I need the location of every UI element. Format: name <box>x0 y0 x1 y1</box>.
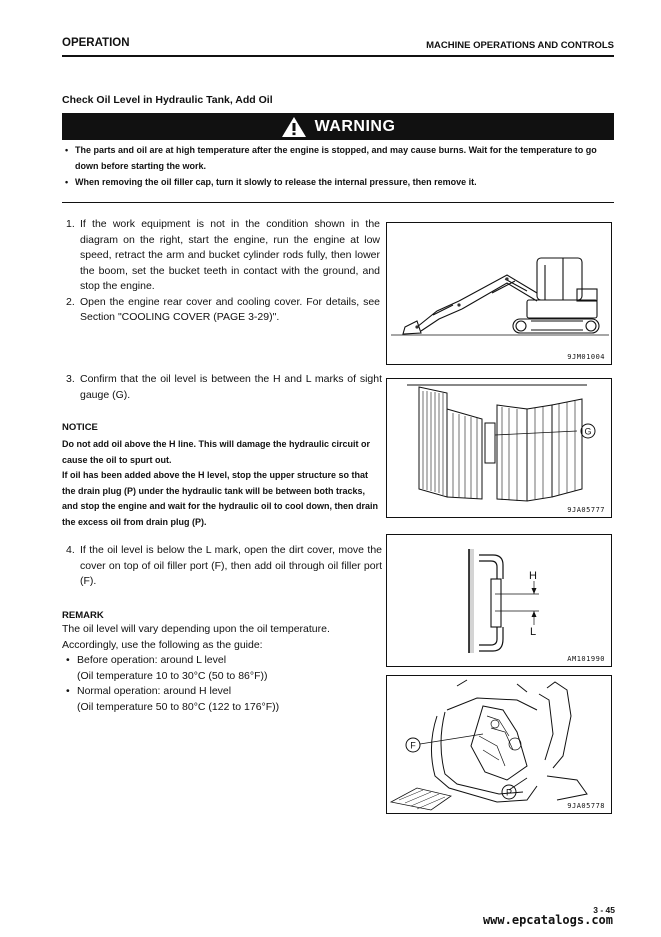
notice-paragraph: If oil has been added above the H level, stop the upper structure so that the drain plug (P) under the hydraulic tank will be between both tracks, and stop the engine and wait for the hydraulic oil to cool down, then drain the excess oil from drain plug (P). <box>62 470 379 527</box>
step-text: Confirm that the oil level is between the H and L marks of sight gauge (G). <box>80 373 382 401</box>
steps-1-2 <box>62 217 380 326</box>
remark-bullet: • Normal operation: around H level <box>62 684 392 700</box>
remark-heading: REMARK <box>62 610 104 621</box>
warning-item: • The parts and oil are at high temperature after the engine is stopped, and may cause burns. Wait for the temperature to go down before starting the work. <box>62 142 614 174</box>
step-2 <box>62 295 380 326</box>
notice-body <box>62 437 380 531</box>
notice-heading: NOTICE <box>62 422 98 433</box>
footer-watermark-link[interactable]: www.epcatalogs.com <box>482 913 613 927</box>
warning-triangle-icon <box>281 116 307 138</box>
figure-filler-port <box>386 675 612 814</box>
figure-sight-gauge <box>386 378 612 518</box>
step-text: If the work equipment is not in the condition shown in the diagram on the right, start the engine, run the engine at low speed, retract the arm and bucket cylinder rods fully, then lower the boom, set the bucket teeth in contact with the ground, and stop the engine. <box>80 218 380 292</box>
figure-code: AM101990 <box>567 655 605 663</box>
remark-line: Accordingly, use the following as the guide: <box>62 638 263 651</box>
level-gauge-illustration <box>387 535 612 667</box>
callout-label: P <box>505 787 513 798</box>
warning-banner <box>62 113 614 140</box>
step-1 <box>62 217 380 295</box>
figure-level-gauge <box>386 534 612 667</box>
step-number: 3. <box>66 373 75 385</box>
hydraulic-tank-illustration <box>387 379 612 518</box>
section-title: Check Oil Level in Hydraulic Tank, Add Oil <box>62 94 273 106</box>
gauge-high-label: H <box>529 570 537 582</box>
remark-line: The oil level will vary depending upon the oil temperature. <box>62 623 330 635</box>
step-4-block <box>62 543 382 590</box>
remark-bullet-detail: (Oil temperature 10 to 30°C (50 to 86°F)) <box>77 669 268 682</box>
step-number: 1. <box>66 218 75 230</box>
page-number: 3 - 45 <box>593 905 615 915</box>
remark-bullet-detail: (Oil temperature 50 to 80°C (122 to 176°F)) <box>77 700 280 713</box>
step-3 <box>62 372 382 403</box>
step-4 <box>62 543 382 590</box>
header-section-label: OPERATION <box>62 37 130 49</box>
figure-code: 9JM01004 <box>567 353 605 361</box>
warning-label: WARNING <box>314 117 396 135</box>
callout-label: F <box>410 740 416 751</box>
figure-excavator <box>386 222 612 365</box>
figure-code: 9JA05777 <box>567 506 605 514</box>
filler-port-illustration <box>387 676 612 814</box>
step-number: 4. <box>66 544 75 556</box>
callout-label: G <box>584 426 592 437</box>
remark-body <box>62 622 392 715</box>
notice-paragraph: Do not add oil above the H line. This will damage the hydraulic circuit or cause the oil to spurt out. <box>62 439 371 465</box>
step-text: If the oil level is below the L mark, open the dirt cover, move the cover on top of oil filler port (F), then add oil through oil filler port (F). <box>80 544 382 587</box>
header-divider <box>62 55 614 57</box>
header-chapter-title: MACHINE OPERATIONS AND CONTROLS <box>426 40 614 51</box>
step-3-block <box>62 372 382 403</box>
remark-bullet: • Before operation: around L level <box>62 653 392 669</box>
warning-body <box>62 140 614 203</box>
excavator-illustration <box>387 223 612 365</box>
step-text: Open the engine rear cover and cooling cover. For details, see Section "COOLING COVER (PAGE 3-29)". <box>80 295 380 323</box>
step-number: 2. <box>66 295 75 308</box>
gauge-low-label: L <box>529 626 537 638</box>
figure-code: 9JA05778 <box>567 802 605 810</box>
warning-item: • When removing the oil filler cap, turn it slowly to release the internal pressure, then remove it. <box>62 174 614 190</box>
